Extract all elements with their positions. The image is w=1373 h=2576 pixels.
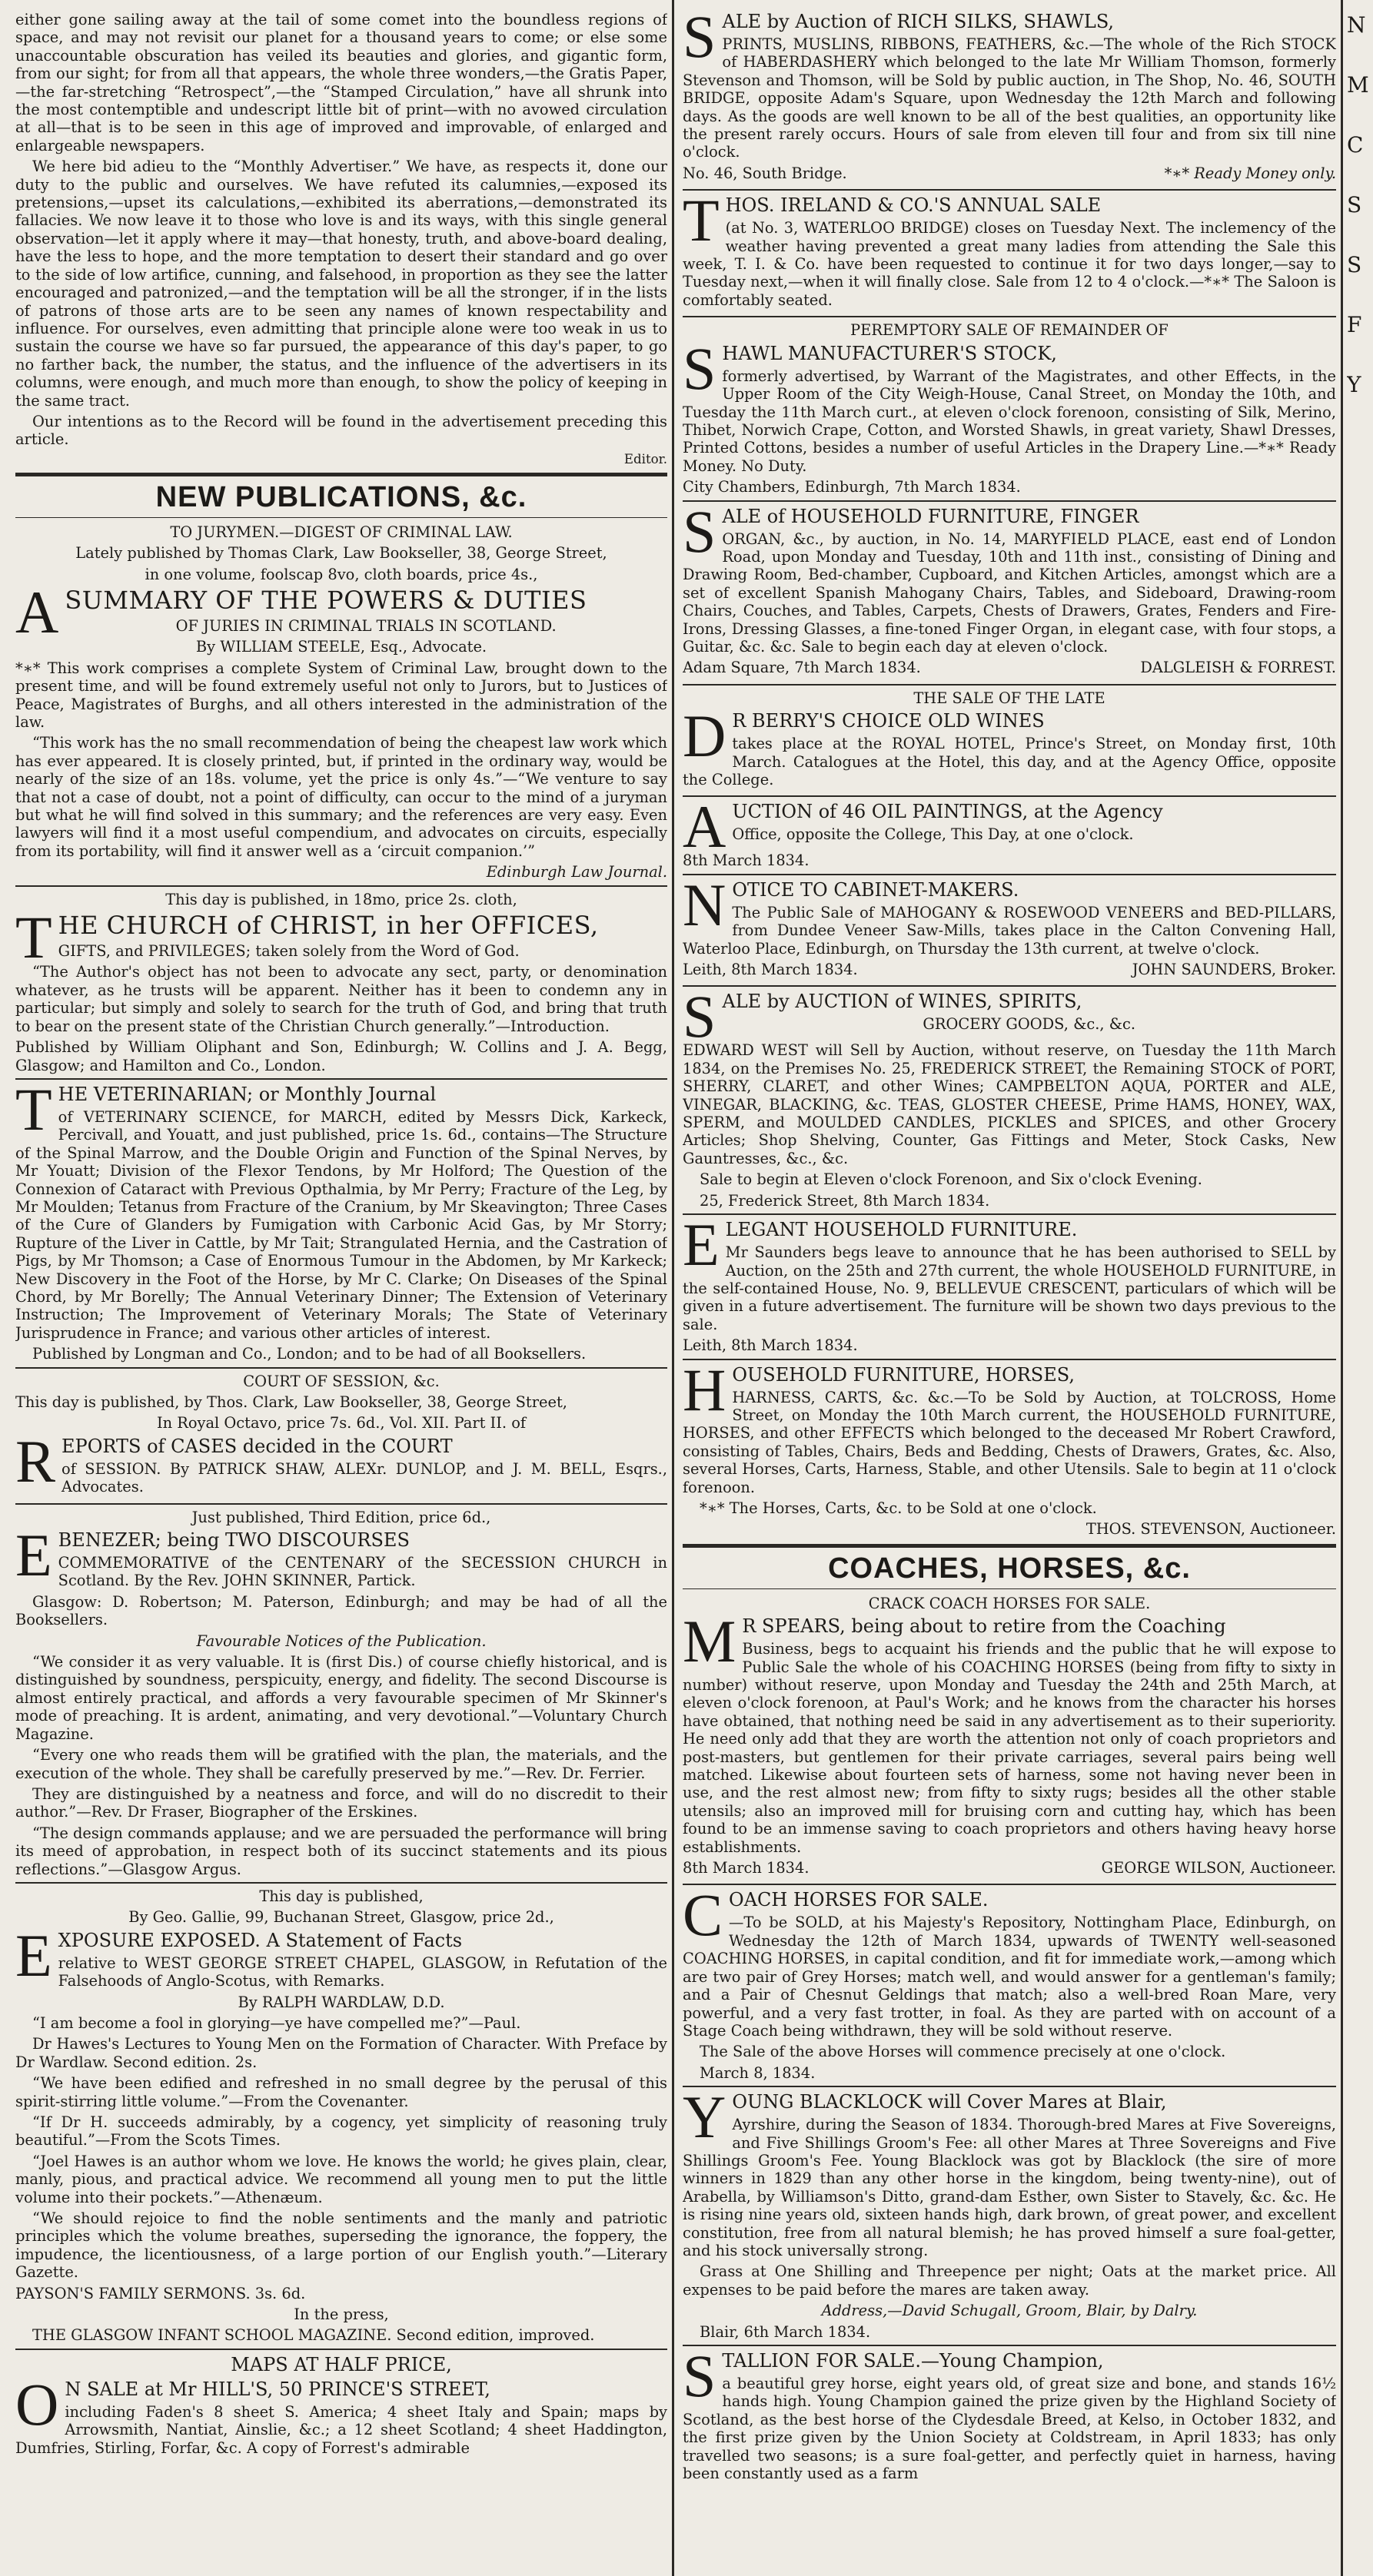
advert-date: 8th March 1834. xyxy=(683,1859,810,1877)
review-quote: “We have been edified and refreshed in no small degree by the perusal of this spirit-stirring little volume.”—From the Covenanter. xyxy=(15,2074,667,2110)
advert-body: a beautiful grey horse, eight years old, of great size and bone, and stands 16½ hands high. Young Champion gained the prize given by the Highland Society of Scotland, as the best horse of the Clydesdale Breed, at Kelso, in October 1832, and the first prize given by the Union Society at Coldstream, in April 1833; has only travelled two seasons; is a sure foal-getter, and perfectly quiet in harness, having been constantly used as a farm xyxy=(683,2375,1336,2483)
advert-title: BENEZER; being TWO DISCOURSES xyxy=(58,1529,410,1552)
advert-agent: DALGLEISH & FORREST. xyxy=(1140,659,1336,677)
advert-agent: JOHN SAUNDERS, Broker. xyxy=(1132,961,1336,979)
advert-publisher: Published by William Oliphant and Son, Edinburgh; W. Collins and J. A. Begg, Glasgow; and Hamilton and Co., London. xyxy=(15,1038,667,1074)
advert-body: “The Author's object has not been to advocate any sect, party, or denomination whatever, as he trusts will be apparent. Neither has it been to condemn any in particular; but simply and solely to search for the truth of God, and bring that truth to bear on the present state of the Christian Church generally.”—Introduction. xyxy=(15,963,667,1035)
divider xyxy=(683,1213,1336,1215)
advert-body: Office, opposite the College, This Day, at one o'clock. xyxy=(732,825,1134,844)
advert-place: Leith, 8th March 1834. xyxy=(683,961,858,979)
advert-body: of VETERINARY SCIENCE, for MARCH, edited by Messrs Dick, Karkeck, Percivall, and Youatt, and just published, price 1s. 6d., contains—The Structure of the Spinal Marrow, and the Double Origin and Function of the Spinal Nerves, by Mr Youatt; Division of the Flexor Tendons, by Mr Holford; The Question of the Connexion of Cataract with Previous Opthalmia, by Mr Perry; Fracture of the Leg, by Mr Moulden; Tetanus from Fracture of the Cranium, by Mr Skeavington; Three Cases of the Cure of Glanders by Fumigation with Carbonic Acid Gas, by Mr Storry; Rupture of the Liver in Cattle, by Mr Tait; Strangulated Hernia, and the Castration of Pigs, by Mr Thomson; a Case of Enormous Tumour in the Abdomen, by Mr Karkeck; New Discovery in the Foot of the Horse, by Mr C. Clarke; On Diseases of the Spinal Chord, by Mr Borelly; The Annual Veterinary Dinner; The Extension of Veterinary Instruction; The Improvement of Veterinary Morals; The State of Veterinary Jurisprudence in France; and various other articles of interest. xyxy=(15,1107,667,1342)
advert-address: No. 46, South Bridge. xyxy=(683,164,847,182)
advert-title: N SALE at Mr HILL'S, 50 PRINCE'S STREET, xyxy=(65,2378,490,2400)
advert-body: ORGAN, &c., by auction, in No. 14, MARYFIELD PLACE, east end of London Road, upon Monday and Tuesday, 10th and 11th inst., consisting of Dining and Drawing Room, Bed-chamber, Cupboard, and Kitchen Articles, amongst which are a set of excellent Spanish Mahogany Chairs, Tables, and Sideboard, Drawing-room Chairs, Couches, and Tables, Carpets, Chests of Drawers, Grates, Fenders and Fire-Irons, Dressing Glasses, a fine-toned Finger Organ, in elegant case, with four stops, a Guitar, &c. &c. Sale to begin each day at eleven o'clock. xyxy=(683,529,1336,656)
advert-date: March 8, 1834. xyxy=(700,2063,816,2082)
advert-title: OUNG BLACKLOCK will Cover Mares at Blair, xyxy=(732,2091,1167,2113)
drop-cap: T xyxy=(683,187,720,254)
drop-cap: S xyxy=(683,334,716,402)
advert-exposure xyxy=(15,1887,667,2345)
drop-cap: H xyxy=(683,1356,726,1423)
advert-title: MAPS AT HALF PRICE, xyxy=(231,2353,452,2375)
divider xyxy=(683,500,1336,502)
advert-kicker: This day is published, in 18mo, price 2s. cloth, xyxy=(165,890,517,908)
paragraph: Our intentions as to the Record will be found in the advertisement preceding this article. xyxy=(15,412,667,449)
advert-stallion xyxy=(683,2342,1336,2483)
divider xyxy=(15,473,667,476)
divider xyxy=(683,795,1336,797)
drop-cap: T xyxy=(15,904,52,971)
divider xyxy=(683,189,1336,191)
advert-agent: THOS. STEVENSON, Auctioneer. xyxy=(1085,1520,1336,1539)
advert-kicker: In the press, xyxy=(294,2305,389,2324)
advert-publisher: Published by Longman and Co., London; and to be had of all Booksellers. xyxy=(32,1345,587,1363)
drop-cap: R xyxy=(15,1427,56,1495)
advert-paintings xyxy=(683,793,1336,870)
notices-title: Favourable Notices of the Publication. xyxy=(196,1632,487,1650)
right-edge-column xyxy=(1347,11,1373,2570)
advert-title: R BERRY'S CHOICE OLD WINES xyxy=(732,710,1045,732)
advert-title: ALE by Auction of RICH SILKS, SHAWLS, xyxy=(722,11,1115,32)
review-quote: “Every one who reads them will be gratified with the plan, the materials, and the execution of the whole. They shall be carefully preserved by me.”—Rev. Dr. Ferrier. xyxy=(15,1746,667,1782)
advert-title: UCTION of 46 OIL PAINTINGS, at the Agency xyxy=(732,801,1163,823)
advert-line: THE GLASGOW INFANT SCHOOL MAGAZINE. Second edition, improved. xyxy=(32,2326,595,2345)
divider xyxy=(15,1078,667,1080)
advert-title: HOS. IRELAND & CO.'S ANNUAL SALE xyxy=(725,194,1102,217)
advert-wines xyxy=(683,983,1336,1210)
advert-body: —To be SOLD, at his Majesty's Repository, Nottingham Place, Edinburgh, on Wednesday the 12th of March 1834, upwards of TWENTY well-seasoned COACHING HORSES, in capital condition, and fit for immediate work,—among which are two pair of Grey Horses; match well, and would answer for a gentleman's family; and a Pair of Chesnut Geldings that match; also a well-bred Roan Mare, very powerful, and a very fast trotter, in foal. As they are parted with on account of a Stage Coach being withdrawn, they will be sold without reserve. xyxy=(683,1914,1336,2040)
advert-line: Grass at One Shilling and Threepence per night; Oats at the market price. All expenses to be paid before the mares are taken away. xyxy=(683,2262,1336,2299)
advert-title: R SPEARS, being about to retire from the Coaching xyxy=(742,1615,1226,1638)
advert-berry xyxy=(683,689,1336,792)
drop-cap: E xyxy=(15,1921,52,1989)
advert-title: OACH HORSES FOR SALE. xyxy=(729,1889,989,1911)
advert-author: By WILLIAM STEELE, Esq., Advocate. xyxy=(195,638,487,656)
advert-cabinet-makers xyxy=(683,871,1336,982)
column-divider xyxy=(672,0,674,2576)
advert-household-horses xyxy=(683,1356,1336,1539)
review-quote: “We consider it as very valuable. It is (first Dis.) of course chiefly historical, and is distinguished by soundness, perspicuity, energy, and fidelity. The second Discourse is almost entirely practical, and affords a very favourable specimen of Mr Skinner's mode of preaching. It is ardent, animating, and very devotional.”—Voluntary Church Magazine. xyxy=(15,1653,667,1743)
advert-title: ALE of HOUSEHOLD FURNITURE, FINGER xyxy=(722,505,1139,527)
drop-cap: M xyxy=(683,1608,736,1675)
review-quote: “The design commands applause; and we are persuaded the performance will bring its meed of approbation, in respect both of its succinct statements and its pious reflections.”—Glasgow Argus. xyxy=(15,1824,667,1878)
advert-source: Edinburgh Law Journal. xyxy=(486,863,667,881)
review-quote: They are distinguished by a neatness and force, and will do no discredit to their author.”—Rev. Dr Fraser, Biographer of the Erskines. xyxy=(15,1784,667,1821)
advert-note: *∗* Ready Money only. xyxy=(1164,164,1336,182)
advert-place: Adam Square, 7th March 1834. xyxy=(683,659,921,677)
advert-subtitle: OF JURIES IN CRIMINAL TRIALS IN SCOTLAND. xyxy=(175,616,557,635)
review-quote: “Joel Hawes is an author whom we love. He knows the world; he gives plain, clear, manly, pious, and practical advice. We recommend all young men to put the little volume into their pockets.”—Athenæum. xyxy=(15,2152,667,2206)
divider xyxy=(683,1588,1336,1589)
advert-maps xyxy=(15,2354,667,2457)
advert-kicker: TO JURYMEN.—DIGEST OF CRIMINAL LAW. xyxy=(170,523,513,541)
clipped-initial: S xyxy=(1347,192,1362,217)
advert-title: HE CHURCH of CHRIST, in her OFFICES, xyxy=(58,911,599,941)
advert-body: HARNESS, CARTS, &c. &c.—To be Sold by Auction, at TOLCROSS, Home Street, on Monday the 10th March current, the HOUSEHOLD FURNITURE, HORSES, and other EFFECTS which belonged to the deceased Mr Robert Crawford, consisting of Tables, Chairs, Beds and Bedding, Chests of Drawers, Grates, &c. Also, several Horses, Carts, Harness, Stable, and other Utensils. Sale to begin at 11 o'clock forenoon. xyxy=(683,1388,1336,1496)
advert-body: Ayrshire, during the Season of 1834. Thorough-bred Mares at Five Sovereigns, and Five Shillings Groom's Fee: all other Mares at Three Sovereigns and Five Shillings Groom's Fee. Young Blacklock was got by Blacklock (the sire of more winners in 1829 than any other horse in the kingdom, being twenty-nine), out of Arabella, by Williamson's Ditto, grand-dam Esther, own Sister to Stavely, &c. &c. He is rising nine years old, sixteen hands high, dark brown, of great power, and excellent constitution, free from all natural blemish; he has proved himself a sure foal-getter, and his stock universally strong. xyxy=(683,2116,1336,2259)
advert-body: (at No. 3, WATERLOO BRIDGE) closes on Tuesday Next. The inclemency of the weather having prevented a great many ladies from attending the Sale this week, T. I. & Co. have been requested to continue it for two days longer,—say to Tuesday next,—when it will finally close. Sale from 12 to 4 o'clock.—*∗* The Saloon is comfortably seated. xyxy=(683,219,1336,309)
advert-body: Business, begs to acquaint his friends and the public that he will expose to Public Sale the whole of his COACHING HORSES (being from fifty to sixty in number) without reserve, upon Monday and Tuesday the 24th and 25th March, at eleven o'clock forenoon, at Paul's Work; and he knows from the character his horses have obtained, that nothing need be said in any advertisement as to their superiority. He need only add that they are worth the attention not only of coach proprietors and post-masters, but gentlemen for their private carriages, several pairs being well matched. Likewise about fourteen sets of harness, some not having never been in use, and the rest almost new; from fifty to sixty rugs; besides all the other stable utensils; also an improved mill for bruising corn and cutting hay, which has been found to be an immense saving to coach proprietors and others having heavy horse establishments. xyxy=(683,1640,1336,1856)
drop-cap: S xyxy=(683,11,716,70)
advert-title: SUMMARY OF THE POWERS & DUTIES xyxy=(65,585,587,615)
divider xyxy=(683,985,1336,987)
advert-title: LEGANT HOUSEHOLD FURNITURE. xyxy=(725,1219,1078,1241)
divider xyxy=(683,1884,1336,1885)
paragraph: either gone sailing away at the tail of some comet into the boundless regions of space, and may not revisit our planet for a thousand years to come; or else some unaccountable obscuration has veiled its beauties and glories, and gigantic form, from our sight; for from all that appears, the whole three wonders,—the Gratis Paper,—the far-stretching “Retrospect”,—the “Stamped Circulation,” have all shrunk into the most contemptible and undescript little bit of print—with no avowed circulation at all—that is to be seen in this age of improved and improvable, of enlarged and enlargeable newspapers. xyxy=(15,11,667,154)
divider xyxy=(683,1544,1336,1548)
advert-elegant-furniture xyxy=(683,1211,1336,1355)
advert-line: Dr Hawes's Lectures to Young Men on the Formation of Character. With Preface by Dr Wardlaw. Second edition. 2s. xyxy=(15,2035,667,2071)
advert-body: EDWARD WEST will Sell by Auction, without reserve, on Tuesday the 11th March 1834, on the Premises No. 25, FREDERICK STREET, the Remaining STOCK of PORT, SHERRY, CLARET, and other Wines; CAMPBELTON AQUA, PORTER and ALE, VINEGAR, BLACKING, &c. TEAS, GLOSTER CHEESE, Prime HAMS, HONEY, WAX, SPERM, and MOULDED CANDLES, PICKLES and SPICES, and other Grocery Articles; Shop Shelving, Counter, Gas Fittings and Meter, Stock Casks, New Gauntresses, &c., &c. xyxy=(683,1041,1336,1167)
advert-title: OUSEHOLD FURNITURE, HORSES, xyxy=(732,1363,1075,1386)
divider xyxy=(683,684,1336,685)
clipped-initial: M xyxy=(1347,72,1369,98)
drop-cap: A xyxy=(683,793,726,861)
advert-date: 8th March 1834. xyxy=(683,851,810,870)
divider xyxy=(683,2086,1336,2087)
advert-agent: GEORGE WILSON, Auctioneer. xyxy=(1101,1859,1336,1877)
advert-kicker: THE SALE OF THE LATE xyxy=(913,689,1105,707)
section-title: COACHES, HORSES, &c. xyxy=(828,1552,1191,1585)
left-column xyxy=(15,11,667,2570)
drop-cap: S xyxy=(683,983,716,1051)
drop-cap: S xyxy=(683,2342,716,2409)
divider xyxy=(15,517,667,518)
advert-kicker: This day is published, xyxy=(259,1887,424,1905)
advert-title: HE VETERINARIAN; or Monthly Journal xyxy=(58,1083,437,1105)
advert-kicker: PEREMPTORY SALE OF REMAINDER OF xyxy=(850,321,1169,340)
clipped-initial: F xyxy=(1347,312,1362,337)
advert-line: in one volume, foolscap 8vo, cloth boards, price 4s., xyxy=(145,565,538,583)
divider xyxy=(683,1359,1336,1360)
divider xyxy=(683,874,1336,875)
advert-body: PRINTS, MUSLINS, RIBBONS, FEATHERS, &c.—The whole of the Rich STOCK of HABERDASHERY which belonged to the late Mr William Thomson, formerly Stevenson and Thomson, will be Sold by public auction, in The Shop, No. 46, SOUTH BRIDGE, opposite Adam's Square, upon Wednesday the 12th March and following days. As the goods are well known to be all of the best qualities, an opportunity like the present rarely occurs. Hours of sale from eleven till four and from six till nine o'clock. xyxy=(683,35,1336,161)
advert-kicker: Just published, Third Edition, price 6d., xyxy=(191,1508,491,1526)
divider xyxy=(683,2345,1336,2346)
advert-place: Leith, 8th March 1834. xyxy=(683,1336,858,1355)
clipped-initial: Y xyxy=(1347,372,1361,397)
advert-juryman xyxy=(15,523,667,881)
editorial-article xyxy=(15,11,667,467)
advert-subtitle: COMMEMORATIVE of the CENTENARY of the SECESSION CHURCH in Scotland. By the Rev. JOHN SKINNER, Partick. xyxy=(58,1554,667,1590)
advert-ebenezer xyxy=(15,1509,667,1878)
clipped-initial: C xyxy=(1347,132,1364,158)
advert-church xyxy=(15,891,667,1074)
advert-address: Address,—David Schugall, Groom, Blair, by Dalry. xyxy=(821,2302,1198,2320)
advert-title: TALLION FOR SALE.—Young Champion, xyxy=(722,2350,1104,2372)
review-quote: “I am become a fool in glorying—ye have compelled me?”—Paul. xyxy=(32,2013,521,2032)
column-divider xyxy=(1341,0,1343,2576)
advert-furniture xyxy=(683,497,1336,680)
advert-line: Lately published by Thomas Clark, Law Bookseller, 38, George Street, xyxy=(75,544,607,563)
advert-publisher: Glasgow: D. Robertson; M. Paterson, Edinburgh; and may be had of all the Booksellers. xyxy=(15,1592,667,1629)
review-quote: “If Dr H. succeeds admirably, by a cogency, yet simplicity of reasoning truly beautiful.”—From the Scots Times. xyxy=(15,2113,667,2149)
advert-body: *∗* This work comprises a complete System of Criminal Law, brought down to the present time, and will be found extremely useful not only to Jurors, but to Justices of Peace, Magistrates of Burghs, and all others interested in the administration of the law. xyxy=(15,659,667,731)
drop-cap: E xyxy=(683,1211,720,1279)
advert-kicker: COURT OF SESSION, &c. xyxy=(243,1372,440,1390)
drop-cap: Y xyxy=(683,2083,726,2151)
advert-young-blacklock xyxy=(683,2083,1336,2341)
advert-note: *∗* The Horses, Carts, &c. to be Sold at one o'clock. xyxy=(700,1499,1097,1517)
advert-court-of-session xyxy=(15,1373,667,1499)
advert-title: ALE by AUCTION of WINES, SPIRITS, xyxy=(722,991,1082,1013)
drop-cap: D xyxy=(683,702,726,770)
divider xyxy=(15,1503,667,1505)
advert-author: By RALPH WARDLAW, D.D. xyxy=(238,1993,445,2011)
divider xyxy=(15,2349,667,2350)
advert-coach-horses xyxy=(683,1881,1336,2082)
clipped-initial: N xyxy=(1347,12,1366,38)
drop-cap: T xyxy=(15,1075,52,1143)
advert-line: In Royal Octavo, price 7s. 6d., Vol. XII. Part II. of xyxy=(156,1414,527,1432)
middle-column xyxy=(683,11,1336,2570)
drop-cap: C xyxy=(683,1881,723,1949)
review-quote: “We should rejoice to find the noble sentiments and the manly and patriotic principles which the volume breathes, superseding the ignorance, the foppery, the impudence, the licentiousness, of a large portion of our English youth.”—Literary Gazette. xyxy=(15,2209,667,2282)
advert-body: takes place at the ROYAL HOTEL, Prince's Street, on Monday first, 10th March. Catalogues at the Hotel, this day, and at the Agency Office, opposite the College. xyxy=(683,735,1336,788)
divider xyxy=(683,316,1336,317)
divider xyxy=(15,885,667,887)
advert-body: formerly advertised, by Warrant of the Magistrates, and other Effects, in the Upper Room of the City Weigh-House, Canal Street, on Monday the 10th, and Tuesday the 11th March curt., at eleven o'clock forenoon, consisting of Silk, Merino, Thibet, Norwich Crape, Cotton, and Worsted Shawls, in great variety, Shawl Dresses, Printed Cottons, besides a number of useful Articles in the Drapery Line.—*∗* Ready Money. No Duty. xyxy=(683,367,1336,475)
advert-kicker: CRACK COACH HORSES FOR SALE. xyxy=(868,1594,1151,1612)
advert-shawl xyxy=(683,321,1336,496)
drop-cap: S xyxy=(683,497,716,565)
advert-title: OTICE TO CABINET-MAKERS. xyxy=(732,878,1019,901)
advert-body: The Public Sale of MAHOGANY & ROSEWOOD VENEERS and BED-PILLARS, from Dundee Veneer Saw-Mills, takes place in the Calton Convening Hall, Waterloo Place, Edinburgh, on Thursday the 13th current, at twelve o'clock. xyxy=(683,903,1336,958)
drop-cap: N xyxy=(683,871,726,938)
advert-line: PAYSON'S FAMILY SERMONS. 3s. 6d. xyxy=(15,2284,306,2302)
advert-line: Sale to begin at Eleven o'clock Forenoon, and Six o'clock Evening. xyxy=(700,1170,1202,1189)
advert-subtitle: relative to WEST GEORGE STREET CHAPEL, GLASGOW, in Refutation of the Falsehoods of Anglo-Scotus, with Remarks. xyxy=(58,1954,667,1990)
advert-note: The Sale of the above Horses will commence precisely at one o'clock. xyxy=(700,2043,1226,2061)
drop-cap: E xyxy=(15,1522,52,1589)
advert-place: 25, Frederick Street, 8th March 1834. xyxy=(700,1191,990,1210)
advert-silks xyxy=(683,11,1336,185)
advert-ireland xyxy=(683,187,1336,312)
advert-title: EPORTS of CASES decided in the COURT xyxy=(62,1435,453,1457)
divider xyxy=(15,1367,667,1369)
signature: Editor. xyxy=(623,451,667,466)
advert-body: Mr Saunders begs leave to announce that he has been authorised to SELL by Auction, on the 25th and 27th current, the whole HOUSEHOLD FURNITURE, in the self-contained House, No. 9, BELLEVUE CRESCENT, particulars of which will be given in a future advertisement. The furniture will be shown two days previous to the sale. xyxy=(683,1243,1336,1333)
paragraph: We here bid adieu to the “Monthly Advertiser.” We have, as respects it, done our duty to the public and ourselves. We have refuted its calumnies,—exposed its pretensions,—upset its calculations,—exhibited its aberrations,—demonstrated its fallacies. We now leave it to those who love is and its ways, with this single general observation—let it apply where it may—that honesty, truth, and above-board dealing, have the less to hope, and the more temptation to desert their standard and go over to the side of low artifice, cunning, and falsehood, in proportion as they see the latter encouraged and patronized,—and the temptation will be all the stronger, if in the lists of patrons of those arts are to be seen any names of known respectability and influence. For ourselves, even admitting that principle alone were too weak in us to sustain the course we have so far pursued, the appearance of this day's paper, to go no farther back, the number, the status, and the influence of the advertisers in its columns, were enough, and much more than enough, to show the policy of keeping in the same tract. xyxy=(15,158,667,410)
advert-place: City Chambers, Edinburgh, 7th March 1834. xyxy=(683,478,1021,496)
clipped-initial: S xyxy=(1347,252,1362,277)
advert-line: By Geo. Gallie, 99, Buchanan Street, Glasgow, price 2d., xyxy=(128,1908,554,1927)
advert-body: of SESSION. By PATRICK SHAW, ALEXr. DUNLOP, and J. M. BELL, Esqrs., Advocates. xyxy=(62,1459,667,1496)
advert-subtitle: GROCERY GOODS, &c., &c. xyxy=(923,1015,1135,1034)
advert-line: This day is published, by Thos. Clark, Law Bookseller, 38, George Street, xyxy=(15,1393,567,1411)
divider xyxy=(15,1882,667,1884)
advert-subtitle: GIFTS, and PRIVILEGES; taken solely from the Word of God. xyxy=(58,942,520,961)
section-title: NEW PUBLICATIONS, &c. xyxy=(155,480,527,513)
advert-veterinarian xyxy=(15,1075,667,1363)
advert-title: XPOSURE EXPOSED. A Statement of Facts xyxy=(58,1929,463,1951)
advert-title: HAWL MANUFACTURER'S STOCK, xyxy=(722,342,1057,364)
advert-body: including Faden's 8 sheet S. America; 4 sheet Italy and Spain; maps by Arrowsmith, Nantiat, Ainslie, &c.; a 12 sheet Scotland; 4 sheet Haddington, Dumfries, Stirling, Forfar, &c. A copy of Forrest's admirable xyxy=(15,2402,667,2457)
advert-place: Blair, 6th March 1834. xyxy=(700,2322,871,2341)
drop-cap: O xyxy=(15,2370,59,2438)
advert-body: “This work has the no small recommendation of being the cheapest law work which has ever appeared. It is closely printed, but, if printed in the ordinary way, would be nearly of the size of an 18s. volume, yet the price is only 4s.”—“We venture to say that not a case of doubt, not a point of difficulty, can occur to the mind of a juryman but what he will find solved in this summary; and the references are very easy. Even lawyers will find it a most useful compendium, and advocates on circuits, especially from its portability, will find it answer well as a ‘circuit companion.’” xyxy=(15,734,667,860)
drop-cap: A xyxy=(15,578,59,646)
advert-spears xyxy=(683,1595,1336,1881)
